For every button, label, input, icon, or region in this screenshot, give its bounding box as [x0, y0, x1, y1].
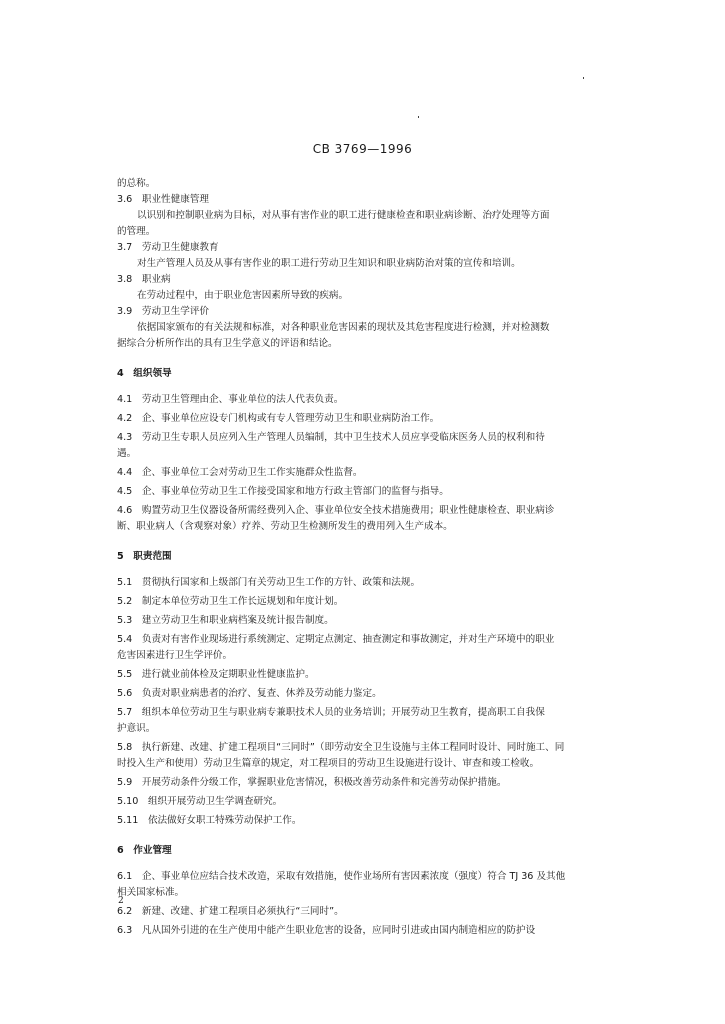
clause: 4.2 企、事业单位应设专门机构或有专人管理劳动卫生和职业病防治工作。 — [117, 413, 440, 424]
clause: 5.1 贯彻执行国家和上级部门有关劳动卫生工作的方针、政策和法规。 — [117, 577, 421, 588]
clause-heading: 3.8 职业病 — [117, 274, 171, 285]
clause-heading: 3.9 劳动卫生学评价 — [117, 306, 210, 317]
clause: 4.5 企、事业单位劳动卫生工作接受国家和地方行政主管部门的监督与指导。 — [117, 486, 449, 497]
clause: 5.3 建立劳动卫生和职业病档案及统计报告制度。 — [117, 615, 334, 626]
clause-heading: 3.7 劳动卫生健康教育 — [117, 242, 219, 253]
scan-speck — [583, 77, 584, 79]
section-heading: 6 作业管理 — [117, 845, 172, 856]
clause: 6.1 企、事业单位应结合技术改造，采取有效措施，使作业场所有害因素浓度（强度）符合 TJ 36 及其他 — [117, 871, 566, 882]
text-line: 在劳动过程中，由于职业危害因素所导致的疾病。 — [137, 290, 349, 301]
text-line: 护意识。 — [117, 723, 156, 734]
clause: 4.4 企、事业单位工会对劳动卫生工作实施群众性监督。 — [117, 467, 363, 478]
text-line: 相关国家标准。 — [117, 887, 185, 898]
page-number: 2 — [118, 896, 124, 906]
section-heading: 5 职责范围 — [117, 551, 172, 562]
text-line: 遇。 — [117, 448, 137, 459]
clause: 5.7 组织本单位劳动卫生与职业病专兼职技术人员的业务培训；开展劳动卫生教育，提高职工自我保 — [117, 707, 545, 718]
section-heading: 4 组织领导 — [117, 368, 172, 379]
clause: 4.6 购置劳动卫生仪器设备所需经费列入企、事业单位安全技术措施费用；职业性健康检查、职业病诊 — [117, 505, 555, 516]
text-line: 以识别和控制职业病为目标，对从事有害作业的职工进行健康检查和职业病诊断、治疗处理等方面 — [137, 210, 550, 221]
clause: 5.8 执行新建、改建、扩建工程项目“三同时”（即劳动安全卫生设施与主体工程同时设计、同时施工、同 — [117, 742, 565, 753]
clause-heading: 3.6 职业性健康管理 — [117, 194, 210, 205]
clause: 6.3 凡从国外引进的在生产使用中能产生职业危害的设备，应同时引进或由国内制造相应的防护设 — [117, 925, 536, 936]
clause: 5.11 依法做好女职工特殊劳动保护工作。 — [117, 815, 302, 826]
scan-speck — [418, 116, 419, 118]
clause: 5.9 开展劳动条件分级工作，掌握职业危害情况，积极改善劳动条件和完善劳动保护措施。 — [117, 777, 507, 788]
clause: 5.4 负责对有害作业现场进行系统测定、定期定点测定、抽查测定和事故测定，并对生产环境中的职业 — [117, 634, 555, 645]
text-line: 依据国家颁布的有关法规和标准，对各种职业危害因素的现状及其危害程度进行检测，并对检测数 — [137, 322, 550, 333]
text-line: 的管理。 — [117, 226, 156, 237]
text-line: 的总称。 — [117, 178, 156, 189]
text-line: 对生产管理人员及从事有害作业的职工进行劳动卫生知识和职业病防治对策的宣传和培训。 — [137, 258, 521, 269]
clause: 5.2 制定本单位劳动卫生工作长远规划和年度计划。 — [117, 596, 344, 607]
text-line: 危害因素进行卫生学评价。 — [117, 650, 233, 661]
clause: 6.2 新建、改建、扩建工程项目必须执行“三同时”。 — [117, 906, 344, 917]
document-body — [117, 176, 589, 939]
text-line: 据综合分析所作出的具有卫生学意义的评语和结论。 — [117, 338, 338, 349]
clause: 4.1 劳动卫生管理由企、事业单位的法人代表负责。 — [117, 394, 344, 405]
clause: 5.5 进行就业前体检及定期职业性健康监护。 — [117, 669, 315, 680]
text-line: 时投入生产和使用）劳动卫生篇章的规定，对工程项目的劳动卫生设施进行设计、审查和竣工检收。 — [117, 758, 540, 769]
text-line: 断、职业病人（含观察对象）疗养、劳动卫生检测所发生的费用列入生产成本。 — [117, 521, 453, 532]
clause: 5.10 组织开展劳动卫生学调查研究。 — [117, 796, 283, 807]
standard-code-header: CB 3769—1996 — [312, 142, 413, 156]
clause: 4.3 劳动卫生专职人员应列入生产管理人员编制，其中卫生技术人员应享受临床医务人员的权利和待 — [117, 432, 545, 443]
clause: 5.6 负责对职业病患者的治疗、复查、休养及劳动能力鉴定。 — [117, 688, 382, 699]
